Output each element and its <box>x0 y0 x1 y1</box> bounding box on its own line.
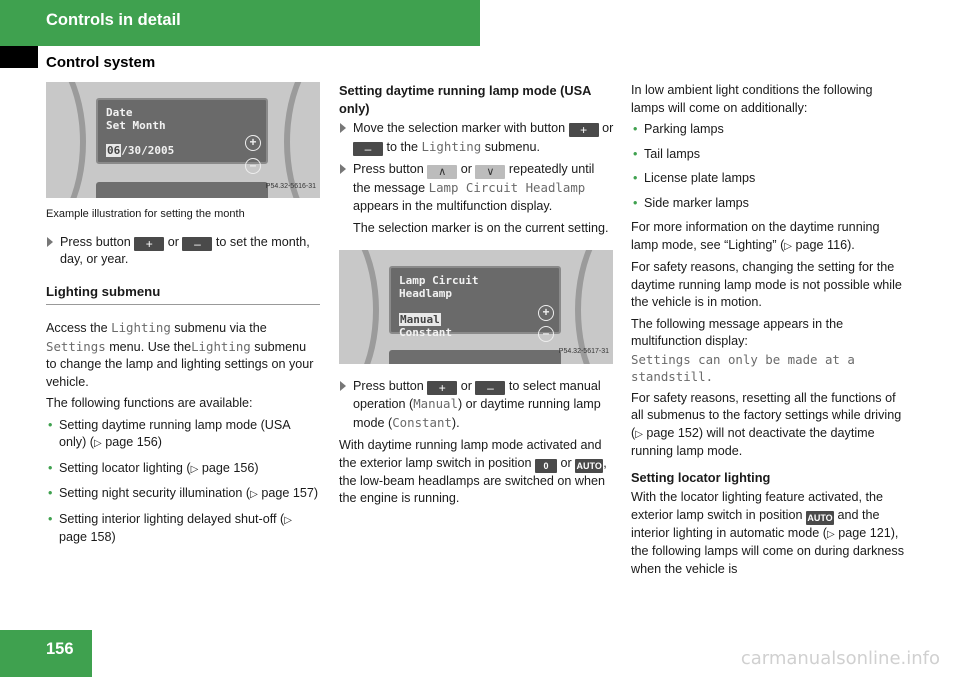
paragraph: For safety reasons, resetting all the functions of all submenus to the factory settings while driving (▷ page 152) will not deactivate the daytime running lamp mode. <box>631 390 902 458</box>
plus-button-icon: + <box>427 381 457 395</box>
switch-zero-icon: 0 <box>535 459 557 473</box>
display-text: Date <box>106 106 133 119</box>
display-text: Lamp Circuit <box>399 273 479 287</box>
figure-code: P54.32-5617-31 <box>558 348 609 355</box>
header-band <box>0 0 480 46</box>
section-title: Controls in detail <box>46 11 181 29</box>
figure-code: P54.32-5616-31 <box>265 182 316 190</box>
paragraph: For more information on the daytime running lamp mode, see “Lighting” (▷ page 116). <box>631 220 880 252</box>
bullet-icon: • <box>633 195 638 210</box>
column-1 <box>46 82 320 554</box>
page-ref-arrow-icon: ▷ <box>190 463 199 475</box>
display-text: Set Month <box>106 119 166 132</box>
bullet-icon: • <box>48 486 53 500</box>
bullet-icon: • <box>48 460 53 475</box>
section-heading: Lighting submenu <box>46 283 320 306</box>
step-arrow-icon <box>340 164 346 174</box>
step-arrow-icon <box>340 123 346 133</box>
page-ref-arrow-icon: ▷ <box>284 514 292 526</box>
minus-button-icon: – <box>353 142 383 156</box>
paragraph: For safety reasons, changing the setting for the daytime running lamp mode is not possible while the vehicle is in motion. <box>631 260 902 309</box>
instruction-step: Move the selection marker with button + or – to the Lighting submenu. <box>339 120 614 156</box>
bullet-icon: • <box>48 511 53 526</box>
column-2 <box>339 82 614 512</box>
page-ref-arrow-icon: ▷ <box>250 489 258 500</box>
list-item: • Setting locator lighting (▷ page 156) <box>46 460 320 479</box>
bullet-icon: • <box>633 146 638 161</box>
plus-icon: + <box>245 135 261 151</box>
page-ref-arrow-icon: ▷ <box>827 528 835 540</box>
list-item: • Setting night security illumination (▷ page 157) <box>46 485 320 504</box>
display-text: /30/2005 <box>121 144 175 157</box>
minus-button-icon: – <box>475 381 505 395</box>
page-number-box <box>0 630 92 677</box>
step-arrow-icon <box>340 381 346 391</box>
paragraph: In low ambient light conditions the following lamps will come on additionally: <box>631 83 873 115</box>
display-text: Constant <box>399 325 452 339</box>
subsection-heading: Setting locator lighting <box>631 469 771 485</box>
subsection-heading: Setting daytime running lamp mode (USA only) <box>339 83 591 116</box>
list-item: • Setting daytime running lamp mode (USA only) (▷ page 156) <box>48 417 291 449</box>
switch-auto-icon: AUTO <box>576 460 602 471</box>
display-illustration-lamp <box>339 250 613 364</box>
minus-button-icon: – <box>182 237 212 251</box>
list-item: • Side marker lamps <box>631 195 909 213</box>
page-ref-arrow-icon: ▷ <box>94 438 102 449</box>
plus-icon: + <box>538 305 554 321</box>
minus-icon: – <box>245 158 261 174</box>
step-arrow-icon <box>47 237 53 247</box>
display-selection: Manual <box>400 312 440 326</box>
instruction-step: Press button + or – to set the month, day, or year. <box>46 234 320 269</box>
page-ref-arrow-icon: ▷ <box>784 240 792 252</box>
list-item: • License plate lamps <box>631 170 909 188</box>
paragraph: Access the Lighting submenu via the Settings menu. Use theLighting submenu to change the lamp and lighting settings on your vehicle. <box>46 320 314 389</box>
list-item: • Setting interior lighting delayed shut-off (▷ page 158) <box>48 511 292 544</box>
paragraph: With the locator lighting feature activated, the exterior lamp switch in position AUTO and the interior lighting in automatic mode (▷ page 121), the following lamps will come on during darkness when the vehicle is <box>631 490 904 576</box>
paragraph: With daytime running lamp mode activated and the exterior lamp switch in position 0 or AUTO, the low-beam headlamps are switched on when the engine is running. <box>339 438 607 505</box>
header-marker <box>0 46 38 68</box>
page-number: 156 <box>46 640 74 658</box>
display-illustration-month <box>46 82 320 198</box>
instruction-step: Press button + or – to select manual operation (Manual) or daytime running lamp mode (Constant). <box>339 378 614 433</box>
plus-button-icon: + <box>134 237 164 251</box>
bullet-icon: • <box>633 171 638 185</box>
switch-auto-icon: AUTO <box>807 512 833 523</box>
minus-icon: – <box>538 326 554 342</box>
paragraph: The following message appears in the multifunction display: <box>631 316 844 348</box>
column-3 <box>631 82 909 582</box>
up-button-icon: ∧ <box>427 165 457 179</box>
page-subtitle: Control system <box>46 54 156 71</box>
plus-button-icon: + <box>569 123 599 137</box>
down-button-icon: ∨ <box>475 165 505 179</box>
list-item: • Tail lamps <box>631 146 909 164</box>
note: The selection marker is on the current setting. <box>353 221 609 235</box>
list-item: • Parking lamps <box>631 121 909 139</box>
display-text: Headlamp <box>399 286 452 300</box>
figure-caption: Example illustration for setting the month <box>46 208 245 220</box>
watermark: carmanualsonline.info <box>740 648 940 669</box>
bullet-icon: • <box>633 122 638 136</box>
instruction-step: Press button ∧ or ∨ repeatedly until the message Lamp Circuit Headlamp appears in the multifunction display. <box>339 161 614 215</box>
display-selection: 06 <box>107 144 121 157</box>
bullet-icon: • <box>48 417 53 432</box>
page-ref-arrow-icon: ▷ <box>635 428 643 440</box>
paragraph: The following functions are available: <box>46 396 253 410</box>
display-message: Settings can only be made at a standstill. <box>631 351 855 384</box>
